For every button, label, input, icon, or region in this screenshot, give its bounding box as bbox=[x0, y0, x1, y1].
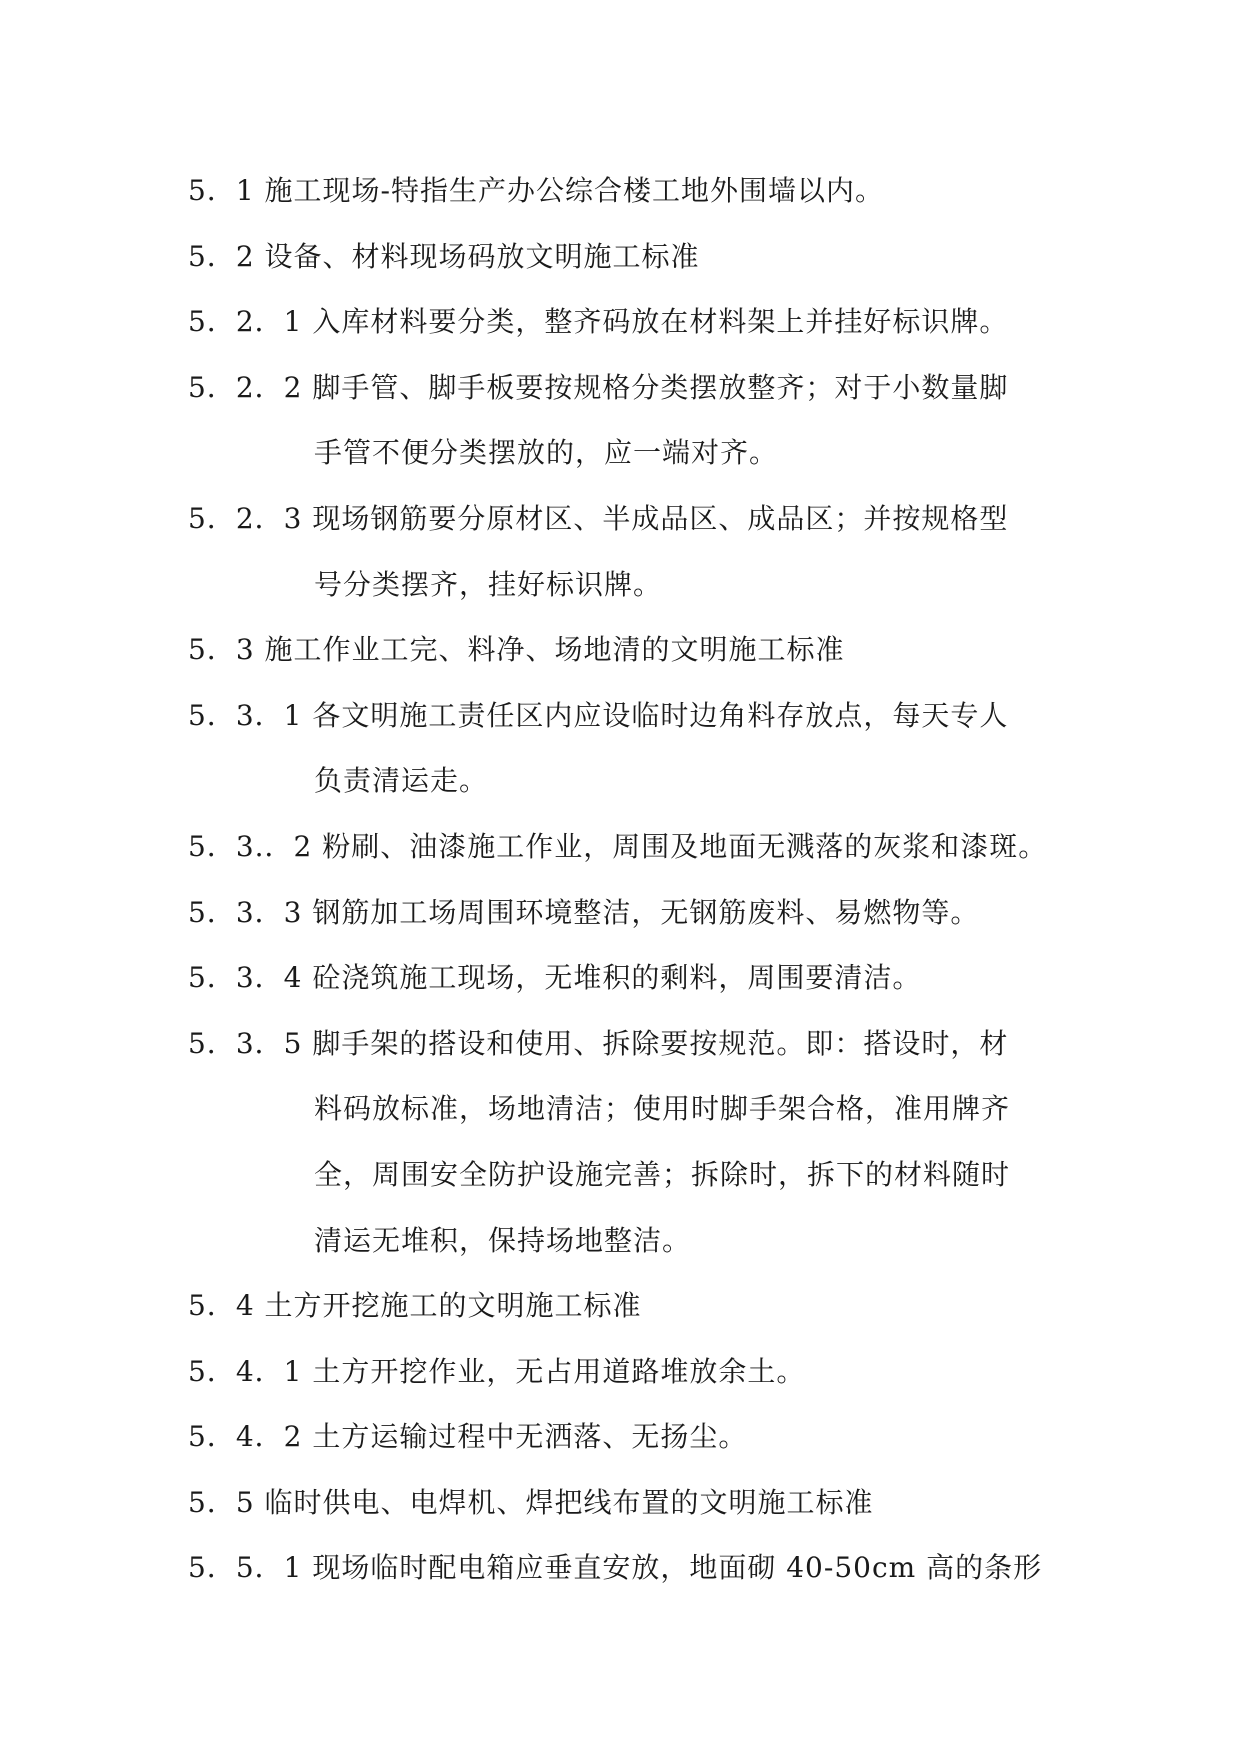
clause-5-2-2-continuation: 手管不便分类摆放的，应一端对齐。 bbox=[314, 436, 779, 470]
clause-5-3: 5．3 施工作业工完、料净、场地清的文明施工标准 bbox=[188, 633, 845, 667]
clause-5-4-1: 5．4．1 土方开挖作业，无占用道路堆放余土。 bbox=[188, 1354, 806, 1388]
clause-5-3-4: 5．3．4 砼浇筑施工现场，无堆积的剩料，周围要清洁。 bbox=[188, 961, 922, 995]
clause-5-3-1: 5．3．1 各文明施工责任区内应设临时边角料存放点，每天专人 bbox=[188, 698, 1009, 732]
clause-5-3-2: 5．3.．2 粉刷、油漆施工作业，周围及地面无溅落的灰浆和漆斑。 bbox=[188, 829, 1048, 863]
document-body bbox=[188, 158, 1068, 1601]
clause-5-3-3: 5．3．3 钢筋加工场周围环境整洁，无钢筋废料、易燃物等。 bbox=[188, 895, 980, 929]
clause-5-5: 5．5 临时供电、电焊机、焊把线布置的文明施工标准 bbox=[188, 1485, 874, 1519]
clause-5-2: 5．2 设备、材料现场码放文明施工标准 bbox=[188, 239, 700, 273]
clause-5-2-2: 5．2．2 脚手管、脚手板要按规格分类摆放整齐；对于小数量脚 bbox=[188, 370, 1009, 404]
clause-5-4-2: 5．4．2 土方运输过程中无洒落、无扬尘。 bbox=[188, 1420, 748, 1454]
clause-5-2-1: 5．2．1 入库材料要分类，整齐码放在材料架上并挂好标识牌。 bbox=[188, 305, 1009, 339]
clause-5-5-1: 5．5．1 现场临时配电箱应垂直安放，地面砌 40-50cm 高的条形 bbox=[188, 1551, 1043, 1585]
clause-5-3-5-continuation-2: 全，周围安全防护设施完善；拆除时，拆下的材料随时 bbox=[314, 1157, 1011, 1191]
clause-5-2-3: 5．2．3 现场钢筋要分原材区、半成品区、成品区；并按规格型 bbox=[188, 501, 1009, 535]
clause-5-3-5-continuation-3: 清运无堆积，保持场地整洁。 bbox=[314, 1223, 692, 1257]
clause-5-4: 5．4 土方开挖施工的文明施工标准 bbox=[188, 1289, 642, 1323]
clause-5-2-3-continuation: 号分类摆齐，挂好标识牌。 bbox=[314, 567, 663, 601]
clause-5-3-1-continuation: 负责清运走。 bbox=[314, 764, 489, 798]
clause-5-1: 5．1 施工现场-特指生产办公综合楼工地外围墙以内。 bbox=[188, 174, 884, 207]
clause-5-3-5: 5．3．5 脚手架的搭设和使用、拆除要按规范。即：搭设时，材 bbox=[188, 1026, 1009, 1060]
clause-5-3-5-continuation-1: 料码放标准，场地清洁；使用时脚手架合格，准用牌齐 bbox=[314, 1092, 1011, 1126]
